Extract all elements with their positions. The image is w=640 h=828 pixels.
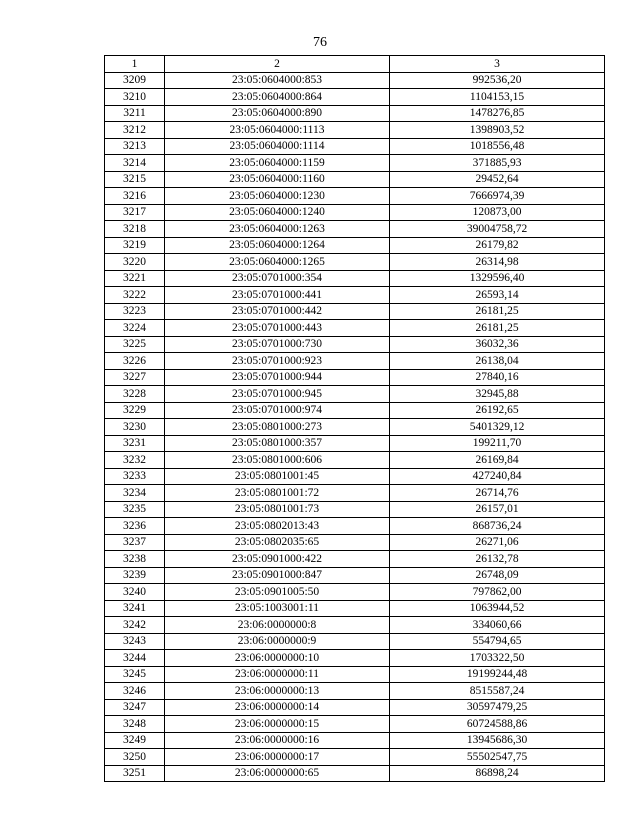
value-cell: 8515587,24 (390, 683, 605, 700)
cadastral-number-cell: 23:05:0801001:72 (165, 485, 390, 502)
table-row (105, 468, 605, 485)
value-cell: 86898,24 (390, 765, 605, 782)
table-row (105, 353, 605, 370)
table-row (105, 419, 605, 436)
table-row (105, 699, 605, 716)
value-cell: 26192,65 (390, 402, 605, 419)
value-cell: 26714,76 (390, 485, 605, 502)
value-cell: 1018556,48 (390, 138, 605, 155)
value-cell: 1104153,15 (390, 89, 605, 106)
table-row (105, 749, 605, 766)
table-row (105, 452, 605, 469)
value-cell: 1329596,40 (390, 270, 605, 287)
cadastral-number-cell: 23:05:0604000:1113 (165, 122, 390, 139)
row-number-cell: 3217 (105, 204, 165, 221)
table-row (105, 666, 605, 683)
cadastral-number-cell: 23:05:0604000:1114 (165, 138, 390, 155)
table-row (105, 204, 605, 221)
value-cell: 36032,36 (390, 336, 605, 353)
table-body (105, 72, 605, 782)
cadastral-number-cell: 23:05:0701000:730 (165, 336, 390, 353)
row-number-cell: 3228 (105, 386, 165, 403)
value-cell: 55502547,75 (390, 749, 605, 766)
cadastral-number-cell: 23:05:0604000:890 (165, 105, 390, 122)
value-cell: 27840,16 (390, 369, 605, 386)
row-number-cell: 3229 (105, 402, 165, 419)
value-cell: 26179,82 (390, 237, 605, 254)
value-cell: 60724588,86 (390, 716, 605, 733)
value-cell: 26314,98 (390, 254, 605, 271)
table-row (105, 716, 605, 733)
value-cell: 39004758,72 (390, 221, 605, 238)
row-number-cell: 3231 (105, 435, 165, 452)
cadastral-number-cell: 23:05:0801000:606 (165, 452, 390, 469)
row-number-cell: 3218 (105, 221, 165, 238)
cadastral-number-cell: 23:05:0701000:944 (165, 369, 390, 386)
cadastral-number-cell: 23:05:0701000:441 (165, 287, 390, 304)
cadastral-number-cell: 23:05:0604000:1160 (165, 171, 390, 188)
table-row (105, 683, 605, 700)
row-number-cell: 3220 (105, 254, 165, 271)
cadastral-number-cell: 23:05:0701000:974 (165, 402, 390, 419)
value-cell: 26157,01 (390, 501, 605, 518)
cadastral-number-cell: 23:06:0000000:15 (165, 716, 390, 733)
row-number-cell: 3216 (105, 188, 165, 205)
value-cell: 26593,14 (390, 287, 605, 304)
row-number-cell: 3243 (105, 633, 165, 650)
value-cell: 334060,66 (390, 617, 605, 634)
cadastral-number-cell: 23:05:0701000:442 (165, 303, 390, 320)
row-number-cell: 3234 (105, 485, 165, 502)
table-row (105, 155, 605, 172)
table-row (105, 600, 605, 617)
row-number-cell: 3238 (105, 551, 165, 568)
cadastral-number-cell: 23:06:0000000:11 (165, 666, 390, 683)
value-cell: 427240,84 (390, 468, 605, 485)
value-cell: 26271,06 (390, 534, 605, 551)
table-row (105, 501, 605, 518)
table-row (105, 386, 605, 403)
value-cell: 29452,64 (390, 171, 605, 188)
cadastral-number-cell: 23:05:0701000:443 (165, 320, 390, 337)
value-cell: 7666974,39 (390, 188, 605, 205)
table-row (105, 534, 605, 551)
table-row (105, 518, 605, 535)
table-row (105, 254, 605, 271)
table-row (105, 105, 605, 122)
row-number-cell: 3221 (105, 270, 165, 287)
row-number-cell: 3233 (105, 468, 165, 485)
value-cell: 868736,24 (390, 518, 605, 535)
value-cell: 26181,25 (390, 303, 605, 320)
row-number-cell: 3249 (105, 732, 165, 749)
row-number-cell: 3239 (105, 567, 165, 584)
table-row (105, 336, 605, 353)
row-number-cell: 3211 (105, 105, 165, 122)
table-row (105, 287, 605, 304)
value-cell: 26748,09 (390, 567, 605, 584)
value-cell: 26132,78 (390, 551, 605, 568)
value-cell: 554794,65 (390, 633, 605, 650)
value-cell: 13945686,30 (390, 732, 605, 749)
value-cell: 1398903,52 (390, 122, 605, 139)
row-number-cell: 3247 (105, 699, 165, 716)
row-number-cell: 3242 (105, 617, 165, 634)
cadastral-number-cell: 23:06:0000000:17 (165, 749, 390, 766)
table-row (105, 369, 605, 386)
cadastral-number-cell: 23:06:0000000:14 (165, 699, 390, 716)
row-number-cell: 3246 (105, 683, 165, 700)
cadastral-number-cell: 23:06:0000000:65 (165, 765, 390, 782)
row-number-cell: 3214 (105, 155, 165, 172)
cadastral-number-cell: 23:06:0000000:9 (165, 633, 390, 650)
row-number-cell: 3241 (105, 600, 165, 617)
value-cell: 19199244,48 (390, 666, 605, 683)
table-row (105, 188, 605, 205)
table-row (105, 435, 605, 452)
row-number-cell: 3209 (105, 72, 165, 89)
column-header-1: 1 (105, 56, 165, 73)
row-number-cell: 3248 (105, 716, 165, 733)
cadastral-number-cell: 23:05:0604000:1230 (165, 188, 390, 205)
cadastral-number-cell: 23:05:0901000:422 (165, 551, 390, 568)
row-number-cell: 3226 (105, 353, 165, 370)
table-row (105, 237, 605, 254)
row-number-cell: 3245 (105, 666, 165, 683)
cadastral-number-cell: 23:05:0701000:945 (165, 386, 390, 403)
table-row (105, 584, 605, 601)
table-row (105, 72, 605, 89)
row-number-cell: 3223 (105, 303, 165, 320)
value-cell: 30597479,25 (390, 699, 605, 716)
table-row (105, 89, 605, 106)
value-cell: 371885,93 (390, 155, 605, 172)
cadastral-number-cell: 23:05:0802035:65 (165, 534, 390, 551)
cadastral-number-cell: 23:05:0604000:1263 (165, 221, 390, 238)
row-number-cell: 3230 (105, 419, 165, 436)
cadastral-number-cell: 23:05:0801001:45 (165, 468, 390, 485)
cadastral-number-cell: 23:05:1003001:11 (165, 600, 390, 617)
cadastral-number-cell: 23:05:0802013:43 (165, 518, 390, 535)
value-cell: 1478276,85 (390, 105, 605, 122)
value-cell: 797862,00 (390, 584, 605, 601)
row-number-cell: 3232 (105, 452, 165, 469)
value-cell: 26169,84 (390, 452, 605, 469)
value-cell: 1063944,52 (390, 600, 605, 617)
table-row (105, 320, 605, 337)
value-cell: 5401329,12 (390, 419, 605, 436)
row-number-cell: 3212 (105, 122, 165, 139)
cadastral-number-cell: 23:05:0701000:354 (165, 270, 390, 287)
value-cell: 992536,20 (390, 72, 605, 89)
table-header-row (105, 56, 605, 73)
row-number-cell: 3240 (105, 584, 165, 601)
table-row (105, 732, 605, 749)
row-number-cell: 3227 (105, 369, 165, 386)
data-table (104, 55, 605, 782)
table-row (105, 303, 605, 320)
cadastral-number-cell: 23:05:0604000:864 (165, 89, 390, 106)
table-row (105, 485, 605, 502)
cadastral-number-cell: 23:05:0604000:1159 (165, 155, 390, 172)
value-cell: 32945,88 (390, 386, 605, 403)
table-row (105, 122, 605, 139)
row-number-cell: 3225 (105, 336, 165, 353)
cadastral-number-cell: 23:06:0000000:13 (165, 683, 390, 700)
table-row (105, 551, 605, 568)
table-row (105, 633, 605, 650)
row-number-cell: 3224 (105, 320, 165, 337)
table-row (105, 270, 605, 287)
row-number-cell: 3236 (105, 518, 165, 535)
table-row (105, 617, 605, 634)
cadastral-number-cell: 23:05:0801001:73 (165, 501, 390, 518)
cadastral-number-cell: 23:05:0604000:1240 (165, 204, 390, 221)
page-number: 76 (313, 35, 327, 50)
cadastral-number-cell: 23:05:0901005:50 (165, 584, 390, 601)
value-cell: 26181,25 (390, 320, 605, 337)
row-number-cell: 3250 (105, 749, 165, 766)
row-number-cell: 3237 (105, 534, 165, 551)
cadastral-number-cell: 23:05:0901000:847 (165, 567, 390, 584)
value-cell: 199211,70 (390, 435, 605, 452)
cadastral-number-cell: 23:06:0000000:16 (165, 732, 390, 749)
row-number-cell: 3251 (105, 765, 165, 782)
table-row (105, 138, 605, 155)
table-row (105, 765, 605, 782)
cadastral-number-cell: 23:05:0701000:923 (165, 353, 390, 370)
row-number-cell: 3219 (105, 237, 165, 254)
cadastral-number-cell: 23:05:0604000:1265 (165, 254, 390, 271)
table-row (105, 567, 605, 584)
value-cell: 26138,04 (390, 353, 605, 370)
value-cell: 120873,00 (390, 204, 605, 221)
cadastral-number-cell: 23:05:0801000:357 (165, 435, 390, 452)
cadastral-number-cell: 23:06:0000000:10 (165, 650, 390, 667)
column-header-3: 3 (390, 56, 605, 73)
table-row (105, 402, 605, 419)
row-number-cell: 3235 (105, 501, 165, 518)
row-number-cell: 3244 (105, 650, 165, 667)
row-number-cell: 3215 (105, 171, 165, 188)
cadastral-number-cell: 23:06:0000000:8 (165, 617, 390, 634)
cadastral-number-cell: 23:05:0604000:853 (165, 72, 390, 89)
value-cell: 1703322,50 (390, 650, 605, 667)
cadastral-number-cell: 23:05:0801000:273 (165, 419, 390, 436)
row-number-cell: 3222 (105, 287, 165, 304)
table-row (105, 171, 605, 188)
table-row (105, 221, 605, 238)
cadastral-number-cell: 23:05:0604000:1264 (165, 237, 390, 254)
table-row (105, 650, 605, 667)
row-number-cell: 3213 (105, 138, 165, 155)
column-header-2: 2 (165, 56, 390, 73)
row-number-cell: 3210 (105, 89, 165, 106)
